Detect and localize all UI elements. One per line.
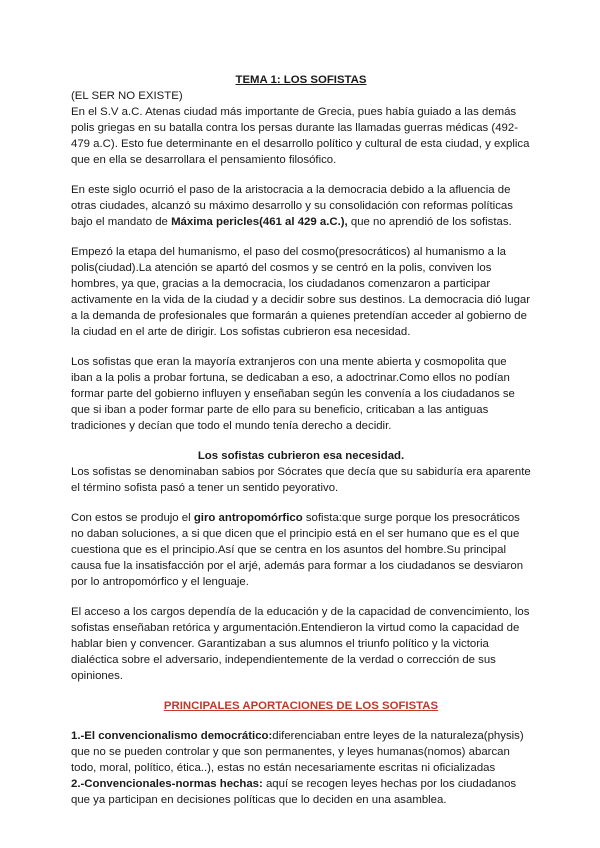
spacer — [71, 684, 531, 698]
contribution-item-1-text: diferenciaban entre leyes de la naturaleza(physis) que no se pueden controlar y que son permanentes, y leyes humanas(nomos) abarcan todo, moral, político, ética..), estas no están necesariamente escritas ni oficializadas — [71, 730, 524, 774]
spacer — [71, 434, 531, 448]
spacer — [71, 496, 531, 510]
contribution-item-1 — [71, 728, 531, 776]
paragraph-anthropomorphic-bold: giro antropomórfico — [193, 512, 303, 524]
paragraph-anthropomorphic-text: Con estos se produjo el — [71, 512, 194, 524]
paragraph-sophists: Los sofistas que eran la mayoría extranjeros con una mente abierta y cosmopolita que iban a la polis a probar fortuna, se dedicaban a eso, a adoctrinar.Como ellos no podían formar parte del gobierno influyen y enseñaban según les convenía a los ciudadanos se que si iban a poder formar parte de ello para su beneficio, criticaban a las antiguas tradiciones y decían que todo el mundo tenía derecho a decidir. — [71, 356, 515, 432]
document-body — [71, 72, 531, 808]
document-subtitle: (EL SER NO EXISTE) — [71, 90, 183, 102]
paragraph-democracy-tail: que no aprendió de los sofistas. — [347, 216, 512, 228]
contribution-item-2-text: aquí se recogen leyes hechas por los ciudadanos que ya participan en decisiones políticas que lo deciden en una asamblea. — [71, 778, 517, 806]
paragraph-democracy-bold: Máxima pericles(461 al 429 a.C.), — [171, 216, 348, 228]
paragraph-anthropomorphic-tail: sofista:que surge porque los presocráticos no daban soluciones, a si que dicen que el principio está en el ser humano que es el que cuestiona que es el principio.Así que se centra en los asuntos del hombre.Su principal causa fue la insatisfacción por el arjé, además para formar a los ciudadanos se desviaron por lo antropomórfico y el lenguaje. — [71, 512, 524, 588]
contribution-item-2-label: 2.-Convencionales-normas hechas: — [71, 778, 263, 790]
spacer — [71, 230, 531, 244]
section-heading-contributions: PRINCIPALES APORTACIONES DE LOS SOFISTAS — [163, 700, 439, 712]
paragraph-democracy-text: En este siglo ocurrió el paso de la aristocracia a la democracia debido a la afluencia de otras ciudades, alcanzó su máximo desarrollo y su consolidación con reformas políticas bajo el mandato de — [71, 184, 513, 228]
contribution-item-1-label: 1.-El convencionalismo democrático: — [71, 730, 273, 742]
spacer — [71, 168, 531, 182]
paragraph-socrates: Los sofistas se denominaban sabios por Sócrates que decía que su sabiduría era aparente el término sofista pasó a tener un sentido peyorativo. — [71, 466, 531, 494]
paragraph-democracy — [71, 182, 531, 230]
paragraph-rhetoric: El acceso a los cargos dependía de la educación y de la capacidad de convencimiento, los sofistas enseñaban retórica y argumentación.Entendieron la virtud como la capacidad de hablar bien y convencer. Garantizaban a sus alumnos el triunfo político y la victoria dialéctica sobre el adversario, independientemente de la verdad o corrección de sus opiniones. — [71, 606, 530, 682]
paragraph-anthropomorphic — [71, 510, 531, 590]
spacer — [71, 590, 531, 604]
spacer — [71, 714, 531, 728]
section-heading-need: Los sofistas cubrieron esa necesidad. — [197, 450, 405, 462]
spacer — [71, 340, 531, 354]
paragraph-humanism: Empezó la etapa del humanismo, el paso del cosmo(presocráticos) al humanismo a la polis(ciudad).La atención se apartó del cosmos y se centró en la polis, conviven los hombres, ya que, gracias a la democracia, los ciudadanos comenzaron a participar activamente en la vida de la ciudad y a decidir sobre sus destinos. La democracia dió lugar a la demanda de profesionales que formarán a quienes pretendían acceder al gobierno de la ciudad en el arte de dirigir. Los sofistas cubrieron esa necesidad. — [71, 246, 531, 338]
document-title: TEMA 1: LOS SOFISTAS — [235, 74, 367, 86]
paragraph-historical-context: En el S.V a.C. Atenas ciudad más importante de Grecia, pues había guiado a las demás polis griegas en su batalla contra los persas durante las llamadas guerras médicas (492-479 a.C). Esto fue determinante en el desarrollo político y cultural de esta ciudad, y explica que en ella se desarrollara el pensamiento filosófico. — [71, 106, 530, 166]
contribution-item-2 — [71, 776, 531, 808]
